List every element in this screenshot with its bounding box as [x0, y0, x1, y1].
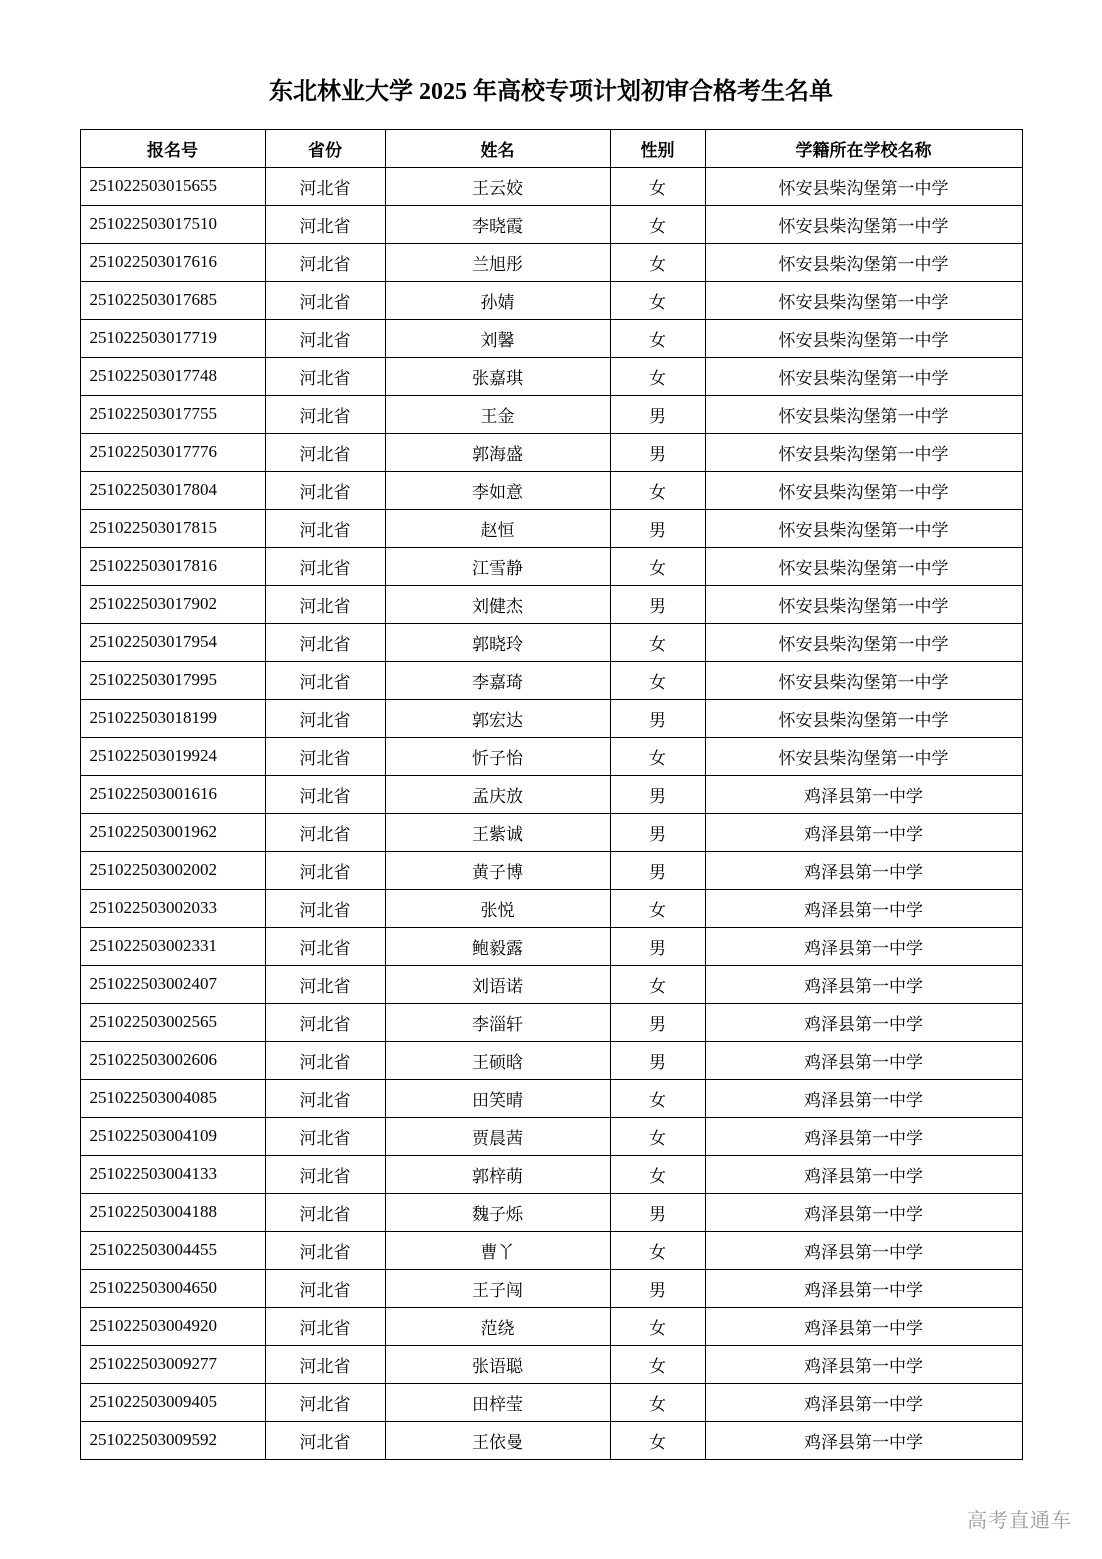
school-cell: 鸡泽县第一中学 [705, 775, 1022, 813]
school-cell: 鸡泽县第一中学 [705, 1231, 1022, 1269]
table-row [80, 1193, 1022, 1231]
school-cell: 鸡泽县第一中学 [705, 927, 1022, 965]
gender-cell: 男 [610, 433, 705, 471]
province-cell: 河北省 [265, 775, 385, 813]
table-row [80, 1003, 1022, 1041]
gender-cell: 女 [610, 1117, 705, 1155]
table-row [80, 699, 1022, 737]
registration-number-cell: 251022503002002 [80, 851, 265, 889]
school-cell: 鸡泽县第一中学 [705, 1345, 1022, 1383]
province-cell: 河北省 [265, 281, 385, 319]
registration-number-cell: 251022503002033 [80, 889, 265, 927]
province-cell: 河北省 [265, 699, 385, 737]
province-cell: 河北省 [265, 205, 385, 243]
name-cell: 曹丫 [385, 1231, 610, 1269]
gender-cell: 女 [610, 243, 705, 281]
header-registration-number: 报名号 [80, 129, 265, 167]
name-cell: 郭宏达 [385, 699, 610, 737]
school-cell: 鸡泽县第一中学 [705, 1307, 1022, 1345]
name-cell: 李淄轩 [385, 1003, 610, 1041]
gender-cell: 女 [610, 1231, 705, 1269]
school-cell: 鸡泽县第一中学 [705, 1193, 1022, 1231]
registration-number-cell: 251022503002565 [80, 1003, 265, 1041]
registration-number-cell: 251022503004920 [80, 1307, 265, 1345]
name-cell: 王硕晗 [385, 1041, 610, 1079]
school-cell: 鸡泽县第一中学 [705, 1269, 1022, 1307]
name-cell: 田笑晴 [385, 1079, 610, 1117]
registration-number-cell: 251022503004133 [80, 1155, 265, 1193]
province-cell: 河北省 [265, 471, 385, 509]
name-cell: 贾晨茜 [385, 1117, 610, 1155]
table-row [80, 395, 1022, 433]
name-cell: 郭海盛 [385, 433, 610, 471]
name-cell: 刘健杰 [385, 585, 610, 623]
school-cell: 鸡泽县第一中学 [705, 1117, 1022, 1155]
province-cell: 河北省 [265, 737, 385, 775]
gender-cell: 女 [610, 547, 705, 585]
registration-number-cell: 251022503017748 [80, 357, 265, 395]
school-cell: 鸡泽县第一中学 [705, 1383, 1022, 1421]
name-cell: 刘语诺 [385, 965, 610, 1003]
province-cell: 河北省 [265, 1231, 385, 1269]
name-cell: 刘馨 [385, 319, 610, 357]
gender-cell: 女 [610, 281, 705, 319]
table-row [80, 167, 1022, 205]
gender-cell: 女 [610, 1421, 705, 1459]
table-row [80, 965, 1022, 1003]
table-row [80, 585, 1022, 623]
table-row [80, 623, 1022, 661]
table-row [80, 471, 1022, 509]
province-cell: 河北省 [265, 1383, 385, 1421]
province-cell: 河北省 [265, 1193, 385, 1231]
province-cell: 河北省 [265, 1117, 385, 1155]
table-row [80, 851, 1022, 889]
province-cell: 河北省 [265, 509, 385, 547]
table-row [80, 1307, 1022, 1345]
school-cell: 怀安县柴沟堡第一中学 [705, 661, 1022, 699]
table-header-row [80, 129, 1022, 167]
header-province: 省份 [265, 129, 385, 167]
watermark-text: 高考直通车 [967, 1510, 1072, 1532]
province-cell: 河北省 [265, 357, 385, 395]
school-cell: 鸡泽县第一中学 [705, 889, 1022, 927]
name-cell: 李晓霞 [385, 205, 610, 243]
school-cell: 怀安县柴沟堡第一中学 [705, 737, 1022, 775]
province-cell: 河北省 [265, 965, 385, 1003]
table-row [80, 1079, 1022, 1117]
registration-number-cell: 251022503002407 [80, 965, 265, 1003]
registration-number-cell: 251022503019924 [80, 737, 265, 775]
registration-number-cell: 251022503004109 [80, 1117, 265, 1155]
gender-cell: 女 [610, 1079, 705, 1117]
registration-number-cell: 251022503017995 [80, 661, 265, 699]
registration-number-cell: 251022503017755 [80, 395, 265, 433]
province-cell: 河北省 [265, 1307, 385, 1345]
registration-number-cell: 251022503009592 [80, 1421, 265, 1459]
province-cell: 河北省 [265, 1003, 385, 1041]
province-cell: 河北省 [265, 1041, 385, 1079]
table-row [80, 1155, 1022, 1193]
school-cell: 鸡泽县第一中学 [705, 813, 1022, 851]
school-cell: 鸡泽县第一中学 [705, 1003, 1022, 1041]
province-cell: 河北省 [265, 661, 385, 699]
registration-number-cell: 251022503004188 [80, 1193, 265, 1231]
table-row [80, 433, 1022, 471]
registration-number-cell: 251022503009405 [80, 1383, 265, 1421]
registration-number-cell: 251022503018199 [80, 699, 265, 737]
gender-cell: 女 [610, 357, 705, 395]
table-row [80, 889, 1022, 927]
table-row [80, 927, 1022, 965]
gender-cell: 女 [610, 737, 705, 775]
table-row [80, 281, 1022, 319]
header-name: 姓名 [385, 129, 610, 167]
registration-number-cell: 251022503017616 [80, 243, 265, 281]
gender-cell: 女 [610, 1383, 705, 1421]
table-row [80, 737, 1022, 775]
school-cell: 怀安县柴沟堡第一中学 [705, 509, 1022, 547]
gender-cell: 男 [610, 851, 705, 889]
registration-number-cell: 251022503002606 [80, 1041, 265, 1079]
school-cell: 怀安县柴沟堡第一中学 [705, 281, 1022, 319]
registration-number-cell: 251022503004650 [80, 1269, 265, 1307]
gender-cell: 男 [610, 699, 705, 737]
gender-cell: 女 [610, 167, 705, 205]
gender-cell: 男 [610, 1269, 705, 1307]
name-cell: 李嘉琦 [385, 661, 610, 699]
school-cell: 怀安县柴沟堡第一中学 [705, 433, 1022, 471]
table-row [80, 357, 1022, 395]
table-row [80, 547, 1022, 585]
school-cell: 怀安县柴沟堡第一中学 [705, 319, 1022, 357]
gender-cell: 女 [610, 661, 705, 699]
name-cell: 张悦 [385, 889, 610, 927]
table-row [80, 1383, 1022, 1421]
name-cell: 王云姣 [385, 167, 610, 205]
province-cell: 河北省 [265, 1269, 385, 1307]
school-cell: 怀安县柴沟堡第一中学 [705, 471, 1022, 509]
school-cell: 怀安县柴沟堡第一中学 [705, 205, 1022, 243]
registration-number-cell: 251022503004085 [80, 1079, 265, 1117]
province-cell: 河北省 [265, 889, 385, 927]
gender-cell: 女 [610, 623, 705, 661]
province-cell: 河北省 [265, 547, 385, 585]
name-cell: 鲍毅露 [385, 927, 610, 965]
school-cell: 怀安县柴沟堡第一中学 [705, 243, 1022, 281]
gender-cell: 男 [610, 1193, 705, 1231]
gender-cell: 男 [610, 927, 705, 965]
registration-number-cell: 251022503009277 [80, 1345, 265, 1383]
name-cell: 赵恒 [385, 509, 610, 547]
registration-number-cell: 251022503017902 [80, 585, 265, 623]
name-cell: 江雪静 [385, 547, 610, 585]
name-cell: 王紫诚 [385, 813, 610, 851]
school-cell: 鸡泽县第一中学 [705, 1041, 1022, 1079]
school-cell: 鸡泽县第一中学 [705, 1155, 1022, 1193]
table-row [80, 319, 1022, 357]
registration-number-cell: 251022503017954 [80, 623, 265, 661]
table-row [80, 1269, 1022, 1307]
school-cell: 怀安县柴沟堡第一中学 [705, 395, 1022, 433]
name-cell: 田梓莹 [385, 1383, 610, 1421]
province-cell: 河北省 [265, 433, 385, 471]
registration-number-cell: 251022503002331 [80, 927, 265, 965]
province-cell: 河北省 [265, 243, 385, 281]
school-cell: 怀安县柴沟堡第一中学 [705, 357, 1022, 395]
registration-number-cell: 251022503017776 [80, 433, 265, 471]
school-cell: 鸡泽县第一中学 [705, 1421, 1022, 1459]
gender-cell: 女 [610, 319, 705, 357]
registration-number-cell: 251022503017510 [80, 205, 265, 243]
gender-cell: 男 [610, 775, 705, 813]
registration-number-cell: 251022503017719 [80, 319, 265, 357]
table-row [80, 1231, 1022, 1269]
school-cell: 鸡泽县第一中学 [705, 965, 1022, 1003]
name-cell: 孟庆放 [385, 775, 610, 813]
gender-cell: 女 [610, 889, 705, 927]
province-cell: 河北省 [265, 1345, 385, 1383]
province-cell: 河北省 [265, 927, 385, 965]
province-cell: 河北省 [265, 319, 385, 357]
registration-number-cell: 251022503015655 [80, 167, 265, 205]
registration-number-cell: 251022503017804 [80, 471, 265, 509]
table-row [80, 775, 1022, 813]
school-cell: 怀安县柴沟堡第一中学 [705, 699, 1022, 737]
registration-number-cell: 251022503001962 [80, 813, 265, 851]
name-cell: 兰旭彤 [385, 243, 610, 281]
name-cell: 孙婧 [385, 281, 610, 319]
header-school: 学籍所在学校名称 [705, 129, 1022, 167]
name-cell: 魏子烁 [385, 1193, 610, 1231]
gender-cell: 女 [610, 471, 705, 509]
table-row [80, 243, 1022, 281]
table-body [80, 167, 1022, 1459]
name-cell: 黄子博 [385, 851, 610, 889]
table-row [80, 1117, 1022, 1155]
gender-cell: 男 [610, 813, 705, 851]
table-row [80, 509, 1022, 547]
name-cell: 张嘉琪 [385, 357, 610, 395]
gender-cell: 女 [610, 965, 705, 1003]
gender-cell: 女 [610, 205, 705, 243]
province-cell: 河北省 [265, 813, 385, 851]
province-cell: 河北省 [265, 585, 385, 623]
school-cell: 鸡泽县第一中学 [705, 1079, 1022, 1117]
registration-number-cell: 251022503017815 [80, 509, 265, 547]
table-row [80, 1421, 1022, 1459]
school-cell: 怀安县柴沟堡第一中学 [705, 547, 1022, 585]
registration-number-cell: 251022503017685 [80, 281, 265, 319]
gender-cell: 男 [610, 395, 705, 433]
table-row [80, 661, 1022, 699]
header-gender: 性别 [610, 129, 705, 167]
registration-number-cell: 251022503017816 [80, 547, 265, 585]
province-cell: 河北省 [265, 623, 385, 661]
province-cell: 河北省 [265, 167, 385, 205]
name-cell: 郭梓萌 [385, 1155, 610, 1193]
gender-cell: 女 [610, 1345, 705, 1383]
name-cell: 张语聪 [385, 1345, 610, 1383]
school-cell: 怀安县柴沟堡第一中学 [705, 623, 1022, 661]
registration-number-cell: 251022503001616 [80, 775, 265, 813]
name-cell: 范绕 [385, 1307, 610, 1345]
table-row [80, 1345, 1022, 1383]
name-cell: 王依曼 [385, 1421, 610, 1459]
gender-cell: 男 [610, 1003, 705, 1041]
gender-cell: 男 [610, 1041, 705, 1079]
province-cell: 河北省 [265, 851, 385, 889]
table-row [80, 1041, 1022, 1079]
province-cell: 河北省 [265, 1079, 385, 1117]
name-cell: 郭晓玲 [385, 623, 610, 661]
province-cell: 河北省 [265, 395, 385, 433]
name-cell: 李如意 [385, 471, 610, 509]
province-cell: 河北省 [265, 1155, 385, 1193]
province-cell: 河北省 [265, 1421, 385, 1459]
candidate-table [80, 129, 1023, 1460]
gender-cell: 男 [610, 585, 705, 623]
table-row [80, 205, 1022, 243]
school-cell: 怀安县柴沟堡第一中学 [705, 167, 1022, 205]
gender-cell: 女 [610, 1307, 705, 1345]
table-row [80, 813, 1022, 851]
page-title: 东北林业大学 2025 年高校专项计划初审合格考生名单 [269, 79, 833, 105]
name-cell: 忻子怡 [385, 737, 610, 775]
gender-cell: 男 [610, 509, 705, 547]
name-cell: 王子闯 [385, 1269, 610, 1307]
school-cell: 怀安县柴沟堡第一中学 [705, 585, 1022, 623]
gender-cell: 女 [610, 1155, 705, 1193]
name-cell: 王金 [385, 395, 610, 433]
school-cell: 鸡泽县第一中学 [705, 851, 1022, 889]
registration-number-cell: 251022503004455 [80, 1231, 265, 1269]
